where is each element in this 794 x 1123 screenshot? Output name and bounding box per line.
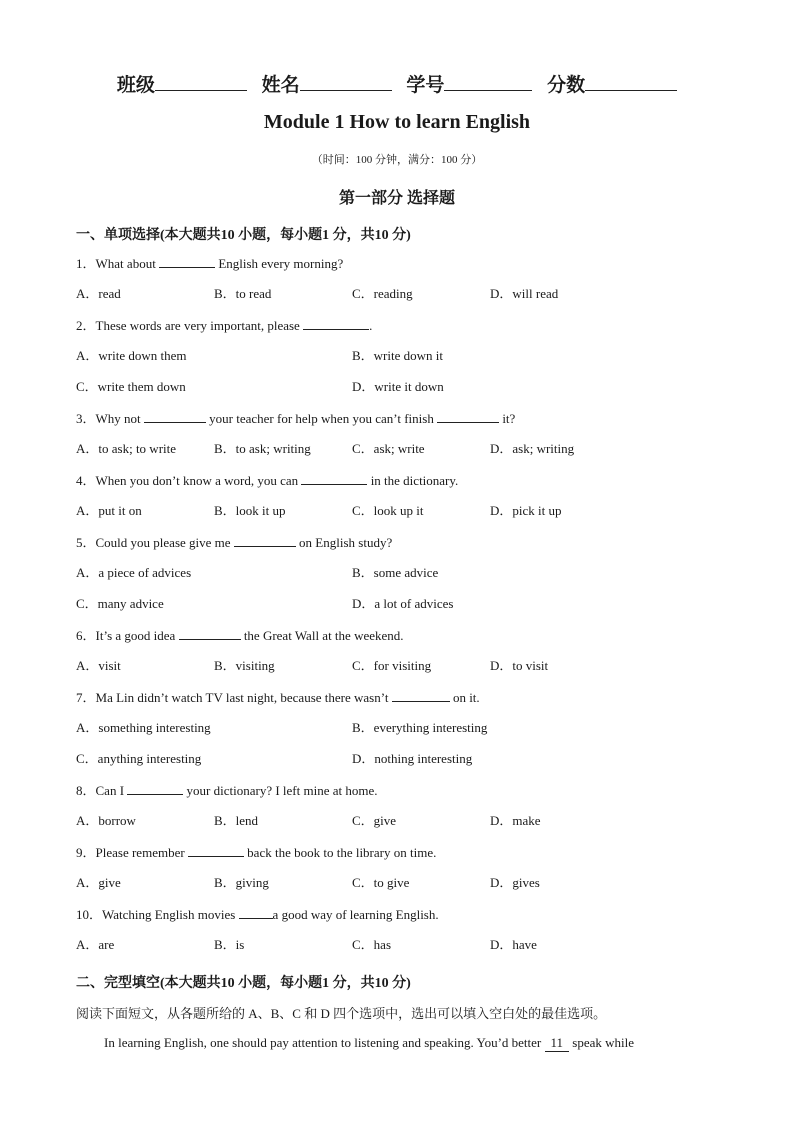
name-label: 姓名	[261, 75, 300, 96]
option-a[interactable]: A．a piece of advices	[76, 565, 192, 580]
question-text: it?	[499, 411, 516, 426]
question-number: 10．	[76, 907, 103, 922]
option-a[interactable]: A．are	[76, 937, 115, 952]
question-number: 4．	[76, 473, 96, 488]
cloze-passage	[104, 1035, 634, 1052]
option-c[interactable]: C．ask; write	[352, 441, 425, 456]
question-text: a good way of learning English.	[272, 907, 439, 922]
part-title: 第一部分 选择题	[338, 190, 455, 207]
question-number: 7．	[76, 690, 96, 705]
option-d[interactable]: D．nothing interesting	[352, 751, 473, 766]
answer-blank[interactable]	[437, 410, 499, 423]
answer-blank[interactable]	[301, 472, 367, 485]
question-number: 6．	[76, 628, 96, 643]
option-b[interactable]: B．visiting	[214, 658, 275, 673]
question-text: Ma Lin didn’t watch TV last night, because there wasn’t	[95, 690, 392, 705]
answer-blank[interactable]	[127, 782, 183, 795]
question-9	[76, 844, 436, 861]
passage-blank-11[interactable]: 11	[545, 1035, 570, 1052]
question-text: your dictionary? I left mine at home.	[183, 783, 378, 798]
option-a[interactable]: A．put it on	[76, 503, 142, 518]
option-d[interactable]: D．ask; writing	[490, 441, 575, 456]
option-b[interactable]: B．is	[214, 937, 245, 952]
score-field[interactable]	[585, 72, 677, 91]
answer-blank[interactable]	[303, 317, 369, 330]
question-text: your teacher for help when you can’t finish	[205, 411, 438, 426]
question-5	[76, 534, 392, 551]
option-d[interactable]: D．to visit	[490, 658, 549, 673]
question-1	[76, 255, 343, 272]
question-4	[76, 472, 458, 489]
option-b[interactable]: B．write down it	[352, 348, 443, 363]
option-c[interactable]: C．give	[352, 813, 397, 828]
cloze-instructions: 阅读下面短文，从各题所给的 A、B、C 和 D 四个选项中，选出可以填入空白处的最佳选项。	[76, 1006, 607, 1021]
option-d[interactable]: D．pick it up	[490, 503, 562, 518]
question-number: 9．	[76, 845, 96, 860]
class-field[interactable]	[155, 72, 247, 91]
question-6	[76, 627, 404, 644]
question-text: back the book to the library on time.	[243, 845, 437, 860]
option-b[interactable]: B．to read	[214, 286, 272, 301]
question-text: Can I	[95, 783, 128, 798]
option-b[interactable]: B．look it up	[214, 503, 286, 518]
answer-blank[interactable]	[179, 627, 241, 640]
option-b[interactable]: B．giving	[214, 875, 269, 890]
question-3	[76, 410, 515, 427]
option-d[interactable]: D．have	[490, 937, 537, 952]
question-10	[76, 906, 439, 923]
question-text: on English study?	[295, 535, 393, 550]
option-a[interactable]: A．borrow	[76, 813, 136, 828]
question-2	[76, 317, 372, 334]
option-a[interactable]: A．read	[76, 286, 121, 301]
option-b[interactable]: B．lend	[214, 813, 259, 828]
option-b[interactable]: B．some advice	[352, 565, 439, 580]
option-d[interactable]: D．a lot of advices	[352, 596, 454, 611]
question-text: Why not	[95, 411, 144, 426]
option-c[interactable]: C．write them down	[76, 379, 186, 394]
question-text: When you don’t know a word, you can	[95, 473, 302, 488]
option-a[interactable]: A．visit	[76, 658, 121, 673]
student-number-field[interactable]	[444, 72, 532, 91]
question-text: Watching English movies	[102, 907, 239, 922]
option-c[interactable]: C．anything interesting	[76, 751, 202, 766]
option-d[interactable]: D．gives	[490, 875, 540, 890]
option-c[interactable]: C．look up it	[352, 503, 424, 518]
question-text: .	[369, 318, 373, 333]
page-title: Module 1 How to learn English	[263, 111, 531, 133]
question-text: What about	[95, 256, 160, 271]
option-b[interactable]: B．everything interesting	[352, 720, 488, 735]
option-c[interactable]: C．many advice	[76, 596, 164, 611]
option-a[interactable]: A．write down them	[76, 348, 187, 363]
question-text: in the dictionary.	[367, 473, 459, 488]
option-c[interactable]: C．for visiting	[352, 658, 432, 673]
option-c[interactable]: C．to give	[352, 875, 410, 890]
section-title-single-choice: 一、单项选择(本大题共10 小题，每小题1 分，共10 分)	[76, 228, 411, 243]
passage-text-after: speak while	[569, 1035, 635, 1050]
question-text: English every morning?	[215, 256, 344, 271]
question-text: the Great Wall at the weekend.	[240, 628, 404, 643]
name-field[interactable]	[300, 72, 392, 91]
question-number: 5．	[76, 535, 96, 550]
option-d[interactable]: D．make	[490, 813, 541, 828]
question-number: 8．	[76, 783, 96, 798]
answer-blank[interactable]	[234, 534, 296, 547]
option-d[interactable]: D．will read	[490, 286, 559, 301]
option-b[interactable]: B．to ask; writing	[214, 441, 311, 456]
score-label: 分数	[547, 75, 586, 96]
answer-blank[interactable]	[239, 906, 273, 919]
question-7	[76, 689, 480, 706]
option-a[interactable]: A．give	[76, 875, 121, 890]
question-8	[76, 782, 378, 799]
answer-blank[interactable]	[392, 689, 450, 702]
question-text: It’s a good idea	[95, 628, 179, 643]
question-number: 2．	[76, 318, 96, 333]
question-number: 3．	[76, 411, 96, 426]
section-title-cloze: 二、完型填空(本大题共10 小题，每小题1 分，共10 分)	[76, 976, 411, 991]
exam-time-info: （时间：100 分钟，满分：100 分）	[311, 154, 483, 166]
answer-blank[interactable]	[159, 255, 215, 268]
passage-text-before: In learning English, one should pay attention to listening and speaking. You’d better	[104, 1035, 545, 1050]
option-a[interactable]: A．something interesting	[76, 720, 211, 735]
question-text: Please remember	[95, 845, 188, 860]
question-number: 1．	[76, 256, 96, 271]
option-a[interactable]: A．to ask; to write	[76, 441, 177, 456]
class-label: 班级	[116, 75, 155, 96]
question-text: Could you please give me	[95, 535, 234, 550]
question-text: on it.	[449, 690, 480, 705]
answer-blank[interactable]	[188, 844, 244, 857]
answer-blank[interactable]	[144, 410, 206, 423]
option-d[interactable]: D．write it down	[352, 379, 444, 394]
student-info-header	[0, 70, 794, 97]
option-c[interactable]: C．reading	[352, 286, 413, 301]
option-c[interactable]: C．has	[352, 937, 392, 952]
question-text: These words are very important, please	[95, 318, 304, 333]
student-number-label: 学号	[406, 75, 445, 96]
